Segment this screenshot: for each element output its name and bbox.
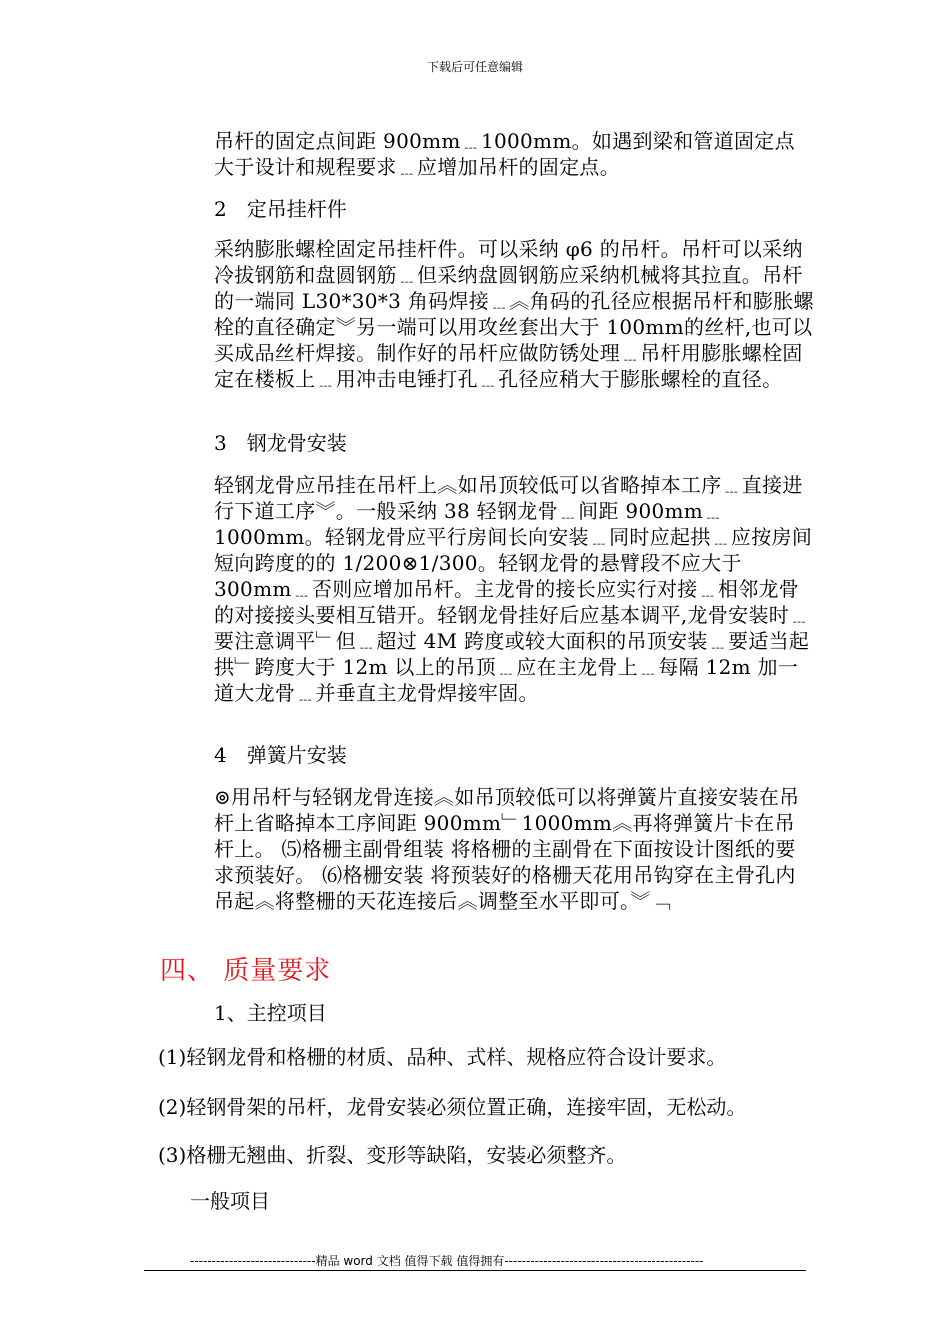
heading-spring-install: 4 弹簧片安装: [214, 743, 347, 767]
heading-keel-install: 3 钢龙骨安装: [214, 431, 347, 455]
footer-divider: [144, 1270, 806, 1271]
list-item: (1)轻钢龙骨和格栅的材质、品种、式样、规格应符合设计要求。: [158, 1045, 727, 1069]
paragraph-hanger-fixing: 采纳膨胀螺栓固定吊挂杆件。可以采纳 φ6 的吊杆。吊杆可以采纳冷拔钢筋和盘圆钢筋﹍但采纳盘圆钢筋应采纳机械将其拉直。吊杆的一端同 L30*30*3 角码焊接﹍︽角码的孔径应根据吊杆和膨胀螺栓的直径确定︾另一端可以用攻丝套出大于 100mm的丝杆,也可以买成品丝杆焊接。制作好的吊杆应做防锈处理﹍吊杆用膨胀螺栓固定在楼板上﹍用冲击电锤打孔﹍孔径应稍大于膨胀螺栓的直径。: [214, 237, 814, 391]
paragraph-keel-install: 轻钢龙骨应吊挂在吊杆上︽如吊顶较低可以省略掉本工序﹍直接进行下道工序︾。一般采纳 38 轻钢龙骨﹍间距 900mm﹍1000mm。轻钢龙骨应平行房间长向安装﹍同时应起拱﹍应按房间短向跨度的的 1/200⊗1/300。轻钢龙骨的悬臂段不应大于 300mm﹍否则应增加吊杆。主龙骨的接长应实行对接﹍相邻龙骨的对接接头要相互错开。轻钢龙骨挂好后应基本调平,龙骨安装时﹍要注意调平﹂但﹍超过 4M 跨度或较大面积的吊顶安装﹍要适当起拱﹂跨度大于 12m 以上的吊顶﹍应在主龙骨上﹍每隔 12m 加一道大龙骨﹍并垂直主龙骨焊接牢固。: [214, 473, 813, 705]
paragraph-hanger-spacing: 吊杆的固定点间距 900mm﹍1000mm。如遇到梁和管道固定点大于设计和规程要求﹍应增加吊杆的固定点。: [214, 129, 795, 179]
list-item: (3)格栅无翘曲、折裂、变形等缺陷，安装必须整齐。: [158, 1143, 627, 1167]
heading-fix-hanger: 2 定吊挂杆件: [214, 197, 347, 221]
page-footer: -----------------------------精品 word 文档 值得下载 值得拥有----------------------------------------------: [190, 1254, 704, 1268]
paragraph-spring-install: ⊚用吊杆与轻钢龙骨连接︽如吊顶较低可以将弹簧片直接安装在吊杆上省略掉本工序间距 900mm﹂1000mm︽再将弹簧片卡在吊杆上。 ⑸格栅主副骨组装 将格栅的主副骨在下面按设计图纸的要求预装好。 ⑹格栅安装 将预装好的格栅天花用吊钩穿在主骨孔内吊起︽将整栅的天花连接后︽调整至水平即可。︾﹁: [214, 785, 800, 913]
section-title-quality: 四、 质量要求: [160, 956, 332, 986]
subheading-main-control: 1、主控项目: [214, 1001, 327, 1025]
page-header: 下载后可任意编辑: [426, 60, 523, 74]
list-item: (2)轻钢骨架的吊杆，龙骨安装必须位置正确，连接牢固，无松动。: [158, 1095, 747, 1119]
subheading-general-items: 一般项目: [190, 1189, 270, 1213]
